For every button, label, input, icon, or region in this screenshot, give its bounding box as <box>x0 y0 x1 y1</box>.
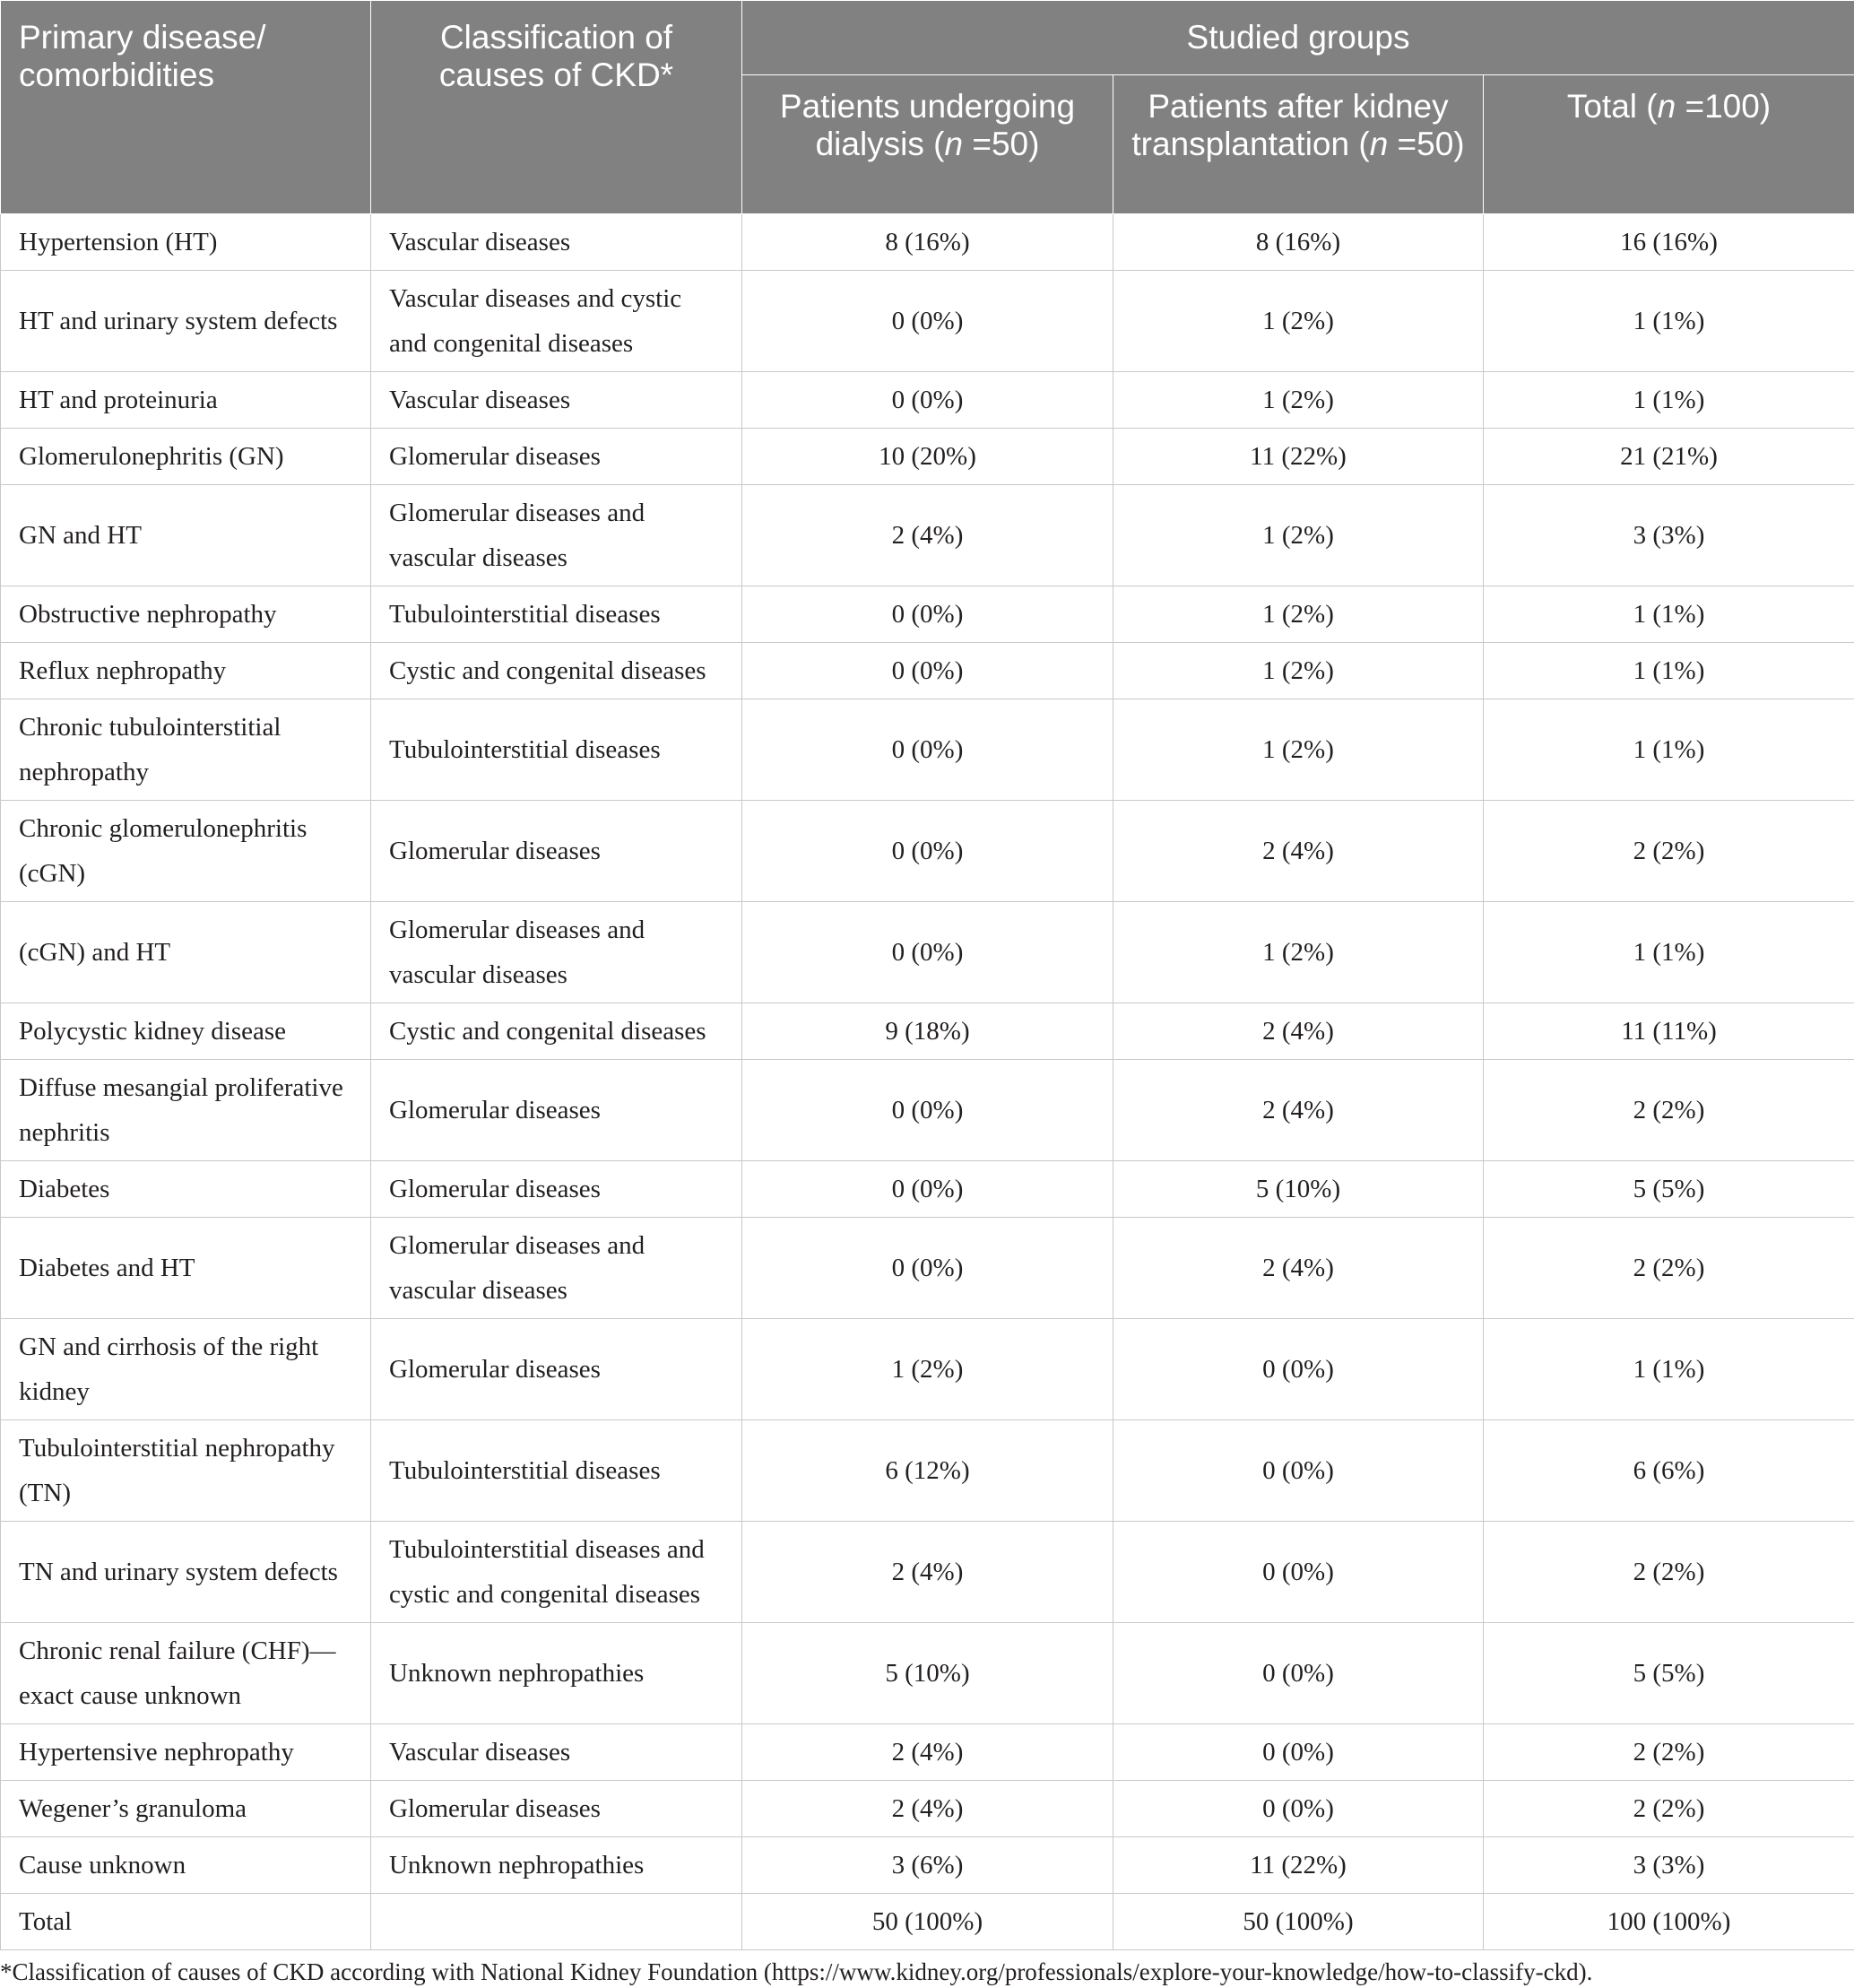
cell-classification: Unknown nephropathies <box>371 1623 742 1724</box>
header-dialysis-post: =50) <box>963 126 1039 162</box>
cell-transplant: 0 (0%) <box>1113 1724 1484 1781</box>
cell-total: 1 (1%) <box>1484 902 1854 1003</box>
cell-classification: Glomerular diseases and vascular diseases <box>371 1218 742 1319</box>
cell-transplant: 11 (22%) <box>1113 1837 1484 1894</box>
cell-total: 2 (2%) <box>1484 1724 1854 1781</box>
cell-disease: GN and cirrhosis of the right kidney <box>1 1319 371 1420</box>
cell-disease: (cGN) and HT <box>1 902 371 1003</box>
cell-total: 2 (2%) <box>1484 801 1854 902</box>
cell-transplant: 1 (2%) <box>1113 485 1484 586</box>
cell-total: 16 (16%) <box>1484 214 1854 271</box>
cell-disease: Reflux nephropathy <box>1 643 371 699</box>
table-row <box>1 902 1854 1003</box>
cell-total: 6 (6%) <box>1484 1420 1854 1522</box>
cell-total: 100 (100%) <box>1484 1894 1854 1950</box>
cell-total: 3 (3%) <box>1484 1837 1854 1894</box>
table-header <box>1 1 1854 214</box>
cell-total: 1 (1%) <box>1484 372 1854 429</box>
cell-classification: Tubulointerstitial diseases <box>371 699 742 801</box>
cell-classification: Glomerular diseases <box>371 801 742 902</box>
table-row <box>1 1060 1854 1161</box>
cell-classification: Glomerular diseases <box>371 1781 742 1837</box>
cell-dialysis: 0 (0%) <box>742 1218 1113 1319</box>
cell-transplant: 2 (4%) <box>1113 1218 1484 1319</box>
header-dialysis-n: n <box>944 126 963 162</box>
cell-dialysis: 10 (20%) <box>742 429 1113 485</box>
cell-total: 1 (1%) <box>1484 1319 1854 1420</box>
cell-transplant: 2 (4%) <box>1113 1003 1484 1060</box>
cell-disease: Chronic renal failure (CHF)—exact cause unknown <box>1 1623 371 1724</box>
table-row <box>1 271 1854 372</box>
table-row <box>1 1623 1854 1724</box>
cell-disease: Chronic tubulointerstitial nephropathy <box>1 699 371 801</box>
cell-disease: Diffuse mesangial proliferative nephritis <box>1 1060 371 1161</box>
cell-transplant: 2 (4%) <box>1113 1060 1484 1161</box>
cell-dialysis: 3 (6%) <box>742 1837 1113 1894</box>
cell-dialysis: 2 (4%) <box>742 1724 1113 1781</box>
cell-total: 1 (1%) <box>1484 586 1854 643</box>
cell-total: 2 (2%) <box>1484 1781 1854 1837</box>
cell-transplant: 0 (0%) <box>1113 1781 1484 1837</box>
cell-classification: Glomerular diseases and vascular diseases <box>371 902 742 1003</box>
cell-transplant: 0 (0%) <box>1113 1420 1484 1522</box>
table-row <box>1 429 1854 485</box>
cell-classification: Glomerular diseases and vascular diseases <box>371 485 742 586</box>
cell-dialysis: 50 (100%) <box>742 1894 1113 1950</box>
cell-classification: Tubulointerstitial diseases <box>371 586 742 643</box>
table-footnote: *Classification of causes of CKD according with National Kidney Foundation (https://www.kidney.org/professionals/explore-your-knowledge/how-to-classify-ckd). <box>0 1950 1854 1988</box>
header-total-post: =100) <box>1676 88 1771 125</box>
cell-transplant: 0 (0%) <box>1113 1522 1484 1623</box>
cell-disease: Obstructive nephropathy <box>1 586 371 643</box>
cell-total: 5 (5%) <box>1484 1623 1854 1724</box>
cell-disease: Cause unknown <box>1 1837 371 1894</box>
header-total-n: n <box>1658 88 1676 125</box>
cell-disease: HT and proteinuria <box>1 372 371 429</box>
table-row <box>1 801 1854 902</box>
table-row <box>1 1781 1854 1837</box>
cell-total: 1 (1%) <box>1484 699 1854 801</box>
cell-disease: Diabetes <box>1 1161 371 1218</box>
cell-total: 2 (2%) <box>1484 1218 1854 1319</box>
cell-dialysis: 2 (4%) <box>742 485 1113 586</box>
cell-dialysis: 0 (0%) <box>742 372 1113 429</box>
cell-dialysis: 0 (0%) <box>742 699 1113 801</box>
cell-disease: GN and HT <box>1 485 371 586</box>
table-row <box>1 372 1854 429</box>
table-row <box>1 1420 1854 1522</box>
table-row <box>1 485 1854 586</box>
header-dialysis <box>742 75 1113 214</box>
cell-transplant: 2 (4%) <box>1113 801 1484 902</box>
cell-transplant: 11 (22%) <box>1113 429 1484 485</box>
table-row <box>1 1003 1854 1060</box>
cell-transplant: 0 (0%) <box>1113 1623 1484 1724</box>
table-row <box>1 1161 1854 1218</box>
cell-disease: Diabetes and HT <box>1 1218 371 1319</box>
cell-transplant: 1 (2%) <box>1113 271 1484 372</box>
cell-disease: Total <box>1 1894 371 1950</box>
cell-classification: Cystic and congenital diseases <box>371 643 742 699</box>
table-row <box>1 1837 1854 1894</box>
table-row <box>1 1522 1854 1623</box>
cell-total: 2 (2%) <box>1484 1060 1854 1161</box>
table-row <box>1 214 1854 271</box>
cell-dialysis: 6 (12%) <box>742 1420 1113 1522</box>
cell-dialysis: 1 (2%) <box>742 1319 1113 1420</box>
header-transplant-pre: Patients after kidney transplantation ( <box>1131 88 1448 162</box>
cell-transplant: 1 (2%) <box>1113 699 1484 801</box>
cell-total: 5 (5%) <box>1484 1161 1854 1218</box>
cell-disease: Glomerulonephritis (GN) <box>1 429 371 485</box>
cell-total: 21 (21%) <box>1484 429 1854 485</box>
cell-total: 2 (2%) <box>1484 1522 1854 1623</box>
cell-dialysis: 0 (0%) <box>742 586 1113 643</box>
cell-total: 3 (3%) <box>1484 485 1854 586</box>
cell-classification: Tubulointerstitial diseases <box>371 1420 742 1522</box>
header-transplant-n: n <box>1370 126 1389 162</box>
cell-dialysis: 5 (10%) <box>742 1623 1113 1724</box>
cell-dialysis: 0 (0%) <box>742 902 1113 1003</box>
cell-dialysis: 2 (4%) <box>742 1781 1113 1837</box>
header-studied-groups: Studied groups <box>742 1 1854 75</box>
cell-dialysis: 8 (16%) <box>742 214 1113 271</box>
header-classification: Classification of causes of CKD* <box>371 1 742 214</box>
table-row <box>1 1218 1854 1319</box>
header-transplant-post: =50) <box>1388 126 1464 162</box>
header-transplant <box>1113 75 1484 214</box>
cell-classification: Glomerular diseases <box>371 1161 742 1218</box>
cell-transplant: 5 (10%) <box>1113 1161 1484 1218</box>
header-total <box>1484 75 1854 214</box>
cell-classification: Vascular diseases and cystic and congenital diseases <box>371 271 742 372</box>
cell-transplant: 1 (2%) <box>1113 902 1484 1003</box>
cell-dialysis: 0 (0%) <box>742 1060 1113 1161</box>
cell-total: 11 (11%) <box>1484 1003 1854 1060</box>
cell-disease: Hypertension (HT) <box>1 214 371 271</box>
cell-classification: Glomerular diseases <box>371 1060 742 1161</box>
cell-dialysis: 9 (18%) <box>742 1003 1113 1060</box>
cell-total: 1 (1%) <box>1484 643 1854 699</box>
header-dialysis-pre: Patients undergoing dialysis ( <box>780 88 1075 162</box>
cell-classification: Vascular diseases <box>371 372 742 429</box>
cell-dialysis: 2 (4%) <box>742 1522 1113 1623</box>
table-row <box>1 699 1854 801</box>
cell-classification: Tubulointerstitial diseases and cystic and congenital diseases <box>371 1522 742 1623</box>
cell-dialysis: 0 (0%) <box>742 271 1113 372</box>
cell-transplant: 1 (2%) <box>1113 586 1484 643</box>
cell-classification: Unknown nephropathies <box>371 1837 742 1894</box>
cell-disease: Chronic glomerulonephritis (cGN) <box>1 801 371 902</box>
cell-transplant: 50 (100%) <box>1113 1894 1484 1950</box>
table-row <box>1 586 1854 643</box>
cell-disease: Wegener’s granuloma <box>1 1781 371 1837</box>
cell-dialysis: 0 (0%) <box>742 1161 1113 1218</box>
table-row-total <box>1 1894 1854 1950</box>
cell-dialysis: 0 (0%) <box>742 643 1113 699</box>
cell-classification <box>371 1894 742 1950</box>
cell-disease: Tubulointerstitial nephropathy (TN) <box>1 1420 371 1522</box>
header-primary-disease: Primary disease/ comorbidities <box>1 1 371 214</box>
cell-total: 1 (1%) <box>1484 271 1854 372</box>
cell-classification: Cystic and congenital diseases <box>371 1003 742 1060</box>
cell-disease: HT and urinary system defects <box>1 271 371 372</box>
table-row <box>1 1319 1854 1420</box>
cell-classification: Vascular diseases <box>371 1724 742 1781</box>
cell-classification: Vascular diseases <box>371 214 742 271</box>
cell-transplant: 1 (2%) <box>1113 372 1484 429</box>
cell-transplant: 0 (0%) <box>1113 1319 1484 1420</box>
cell-disease: TN and urinary system defects <box>1 1522 371 1623</box>
cell-classification: Glomerular diseases <box>371 1319 742 1420</box>
cell-dialysis: 0 (0%) <box>742 801 1113 902</box>
cell-disease: Polycystic kidney disease <box>1 1003 371 1060</box>
cell-transplant: 1 (2%) <box>1113 643 1484 699</box>
cell-classification: Glomerular diseases <box>371 429 742 485</box>
table-row <box>1 1724 1854 1781</box>
cell-transplant: 8 (16%) <box>1113 214 1484 271</box>
cell-disease: Hypertensive nephropathy <box>1 1724 371 1781</box>
header-total-pre: Total ( <box>1567 88 1658 125</box>
table-body <box>1 214 1854 1950</box>
table-row <box>1 643 1854 699</box>
